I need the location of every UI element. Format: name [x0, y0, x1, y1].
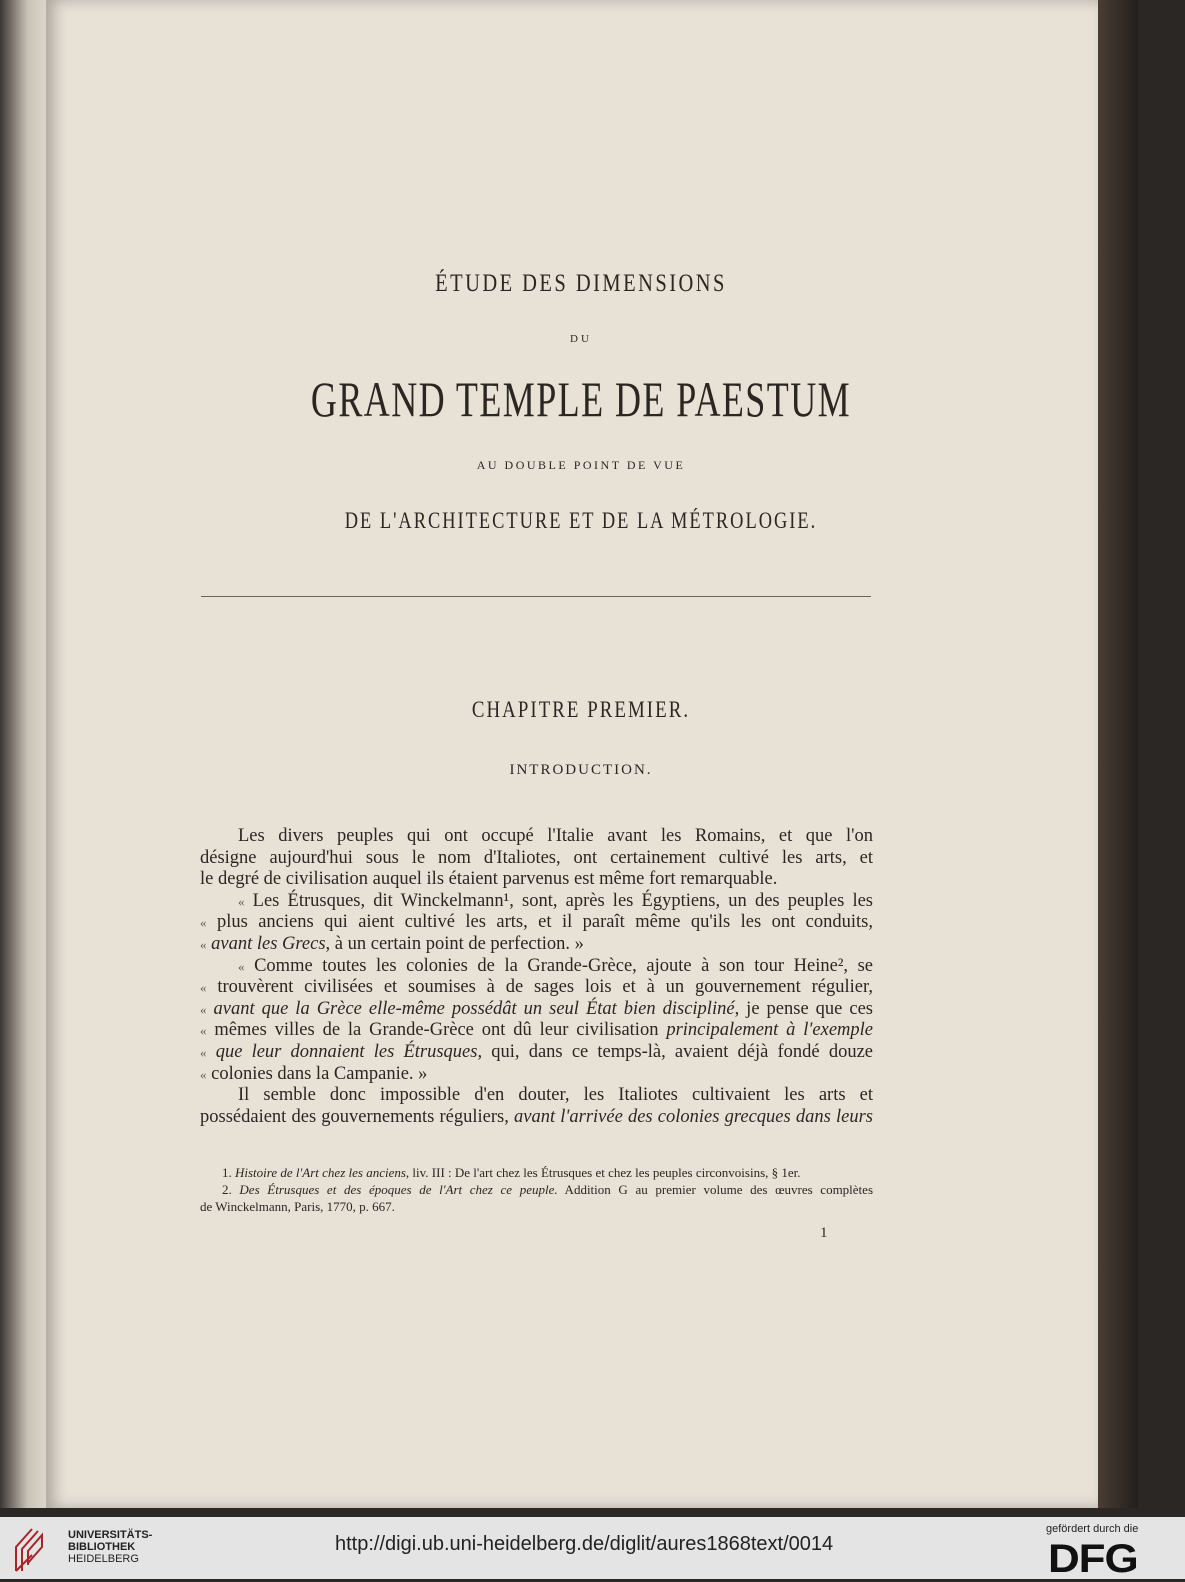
title-line-5: DE L'ARCHITECTURE ET DE LA MÉTROLOGIE. — [344, 508, 818, 533]
book-spine — [1098, 0, 1138, 1508]
body-line: « avant les Grecs, à un certain point de perfection. » — [200, 933, 584, 954]
divider-rule — [201, 596, 871, 597]
body-line: « Les Étrusques, dit Winckelmann¹, sont, après les Égyptiens, un des peuples les — [238, 890, 873, 911]
page-curl-edge — [0, 0, 46, 1508]
main-title: GRAND TEMPLE DE PAESTUM — [310, 371, 852, 427]
book-page — [46, 0, 1098, 1508]
footnote-2: 2. Des Étrusques et des époques de l'Art chez ce peuple. Addition G au premier volume des œuvres complètes — [222, 1182, 874, 1197]
footer-bar — [0, 1517, 1185, 1579]
body-text — [200, 826, 873, 1128]
body-line: « que leur donnaient les Étrusques, qui, dans ce temps-là, avaient déjà fondé douze — [200, 1041, 873, 1062]
footnote-1: 1. Histoire de l'Art chez les anciens, liv. III : De l'art chez les Étrusques et chez les peuples circonvoisins, § 1er. — [222, 1165, 801, 1180]
body-line: « colonies dans la Campanie. » — [200, 1063, 428, 1084]
chapter-heading: CHAPITRE PREMIER. — [471, 697, 691, 722]
footnotes — [200, 1164, 873, 1215]
dfg-logo: DFG — [1048, 1537, 1138, 1581]
footnote-2-continued: de Winckelmann, Paris, 1770, p. 667. — [200, 1199, 395, 1214]
body-line: Les divers peuples qui ont occupé l'Italie avant les Romains, et que l'on — [238, 826, 873, 846]
ub-heidelberg-logo-icon — [12, 1525, 60, 1573]
body-line: possédaient des gouvernements réguliers, avant l'arrivée des colonies grecques dans leurs — [200, 1106, 873, 1127]
title-line-1: ÉTUDE DES DIMENSIONS — [435, 270, 727, 297]
body-line: « Comme toutes les colonies de la Grande-Grèce, ajoute à son tour Heine², se — [238, 955, 873, 976]
title-line-4: AU DOUBLE POINT DE VUE — [476, 458, 686, 472]
body-line: « plus anciens qui aient cultivé les arts, et il paraît même qu'ils les ont conduits, — [200, 912, 873, 933]
body-line: désigne aujourd'hui sous le nom d'Italiotes, ont certainement cultivé les arts, et — [200, 847, 873, 868]
body-line: le degré de civilisation auquel ils étaient parvenus est même fort remarquable. — [200, 869, 778, 890]
chapter-subheading: INTRODUCTION. — [509, 762, 653, 778]
body-line: « avant que la Grèce elle-même possédât un seul État bien discipliné, je pense que ces — [200, 998, 873, 1019]
body-line: « trouvèrent civilisées et soumises à de sages lois et à un gouvernement régulier, — [200, 977, 873, 998]
body-line: Il semble donc impossible d'en douter, les Italiotes cultivaient les arts et — [238, 1085, 873, 1106]
page-number: 1 — [820, 1225, 828, 1241]
title-line-2: DU — [570, 333, 592, 345]
library-name: UNIVERSITÄTS- BIBLIOTHEK HEIDELBERG — [68, 1529, 153, 1565]
body-line: « mêmes villes de la Grande-Grèce ont dû leur civilisation principalement à l'exemple — [200, 1020, 873, 1041]
permalink-url[interactable]: http://digi.ub.uni-heidelberg.de/diglit/aures1868text/0014 — [335, 1533, 834, 1555]
funded-by-label: gefördert durch die — [1046, 1523, 1139, 1535]
